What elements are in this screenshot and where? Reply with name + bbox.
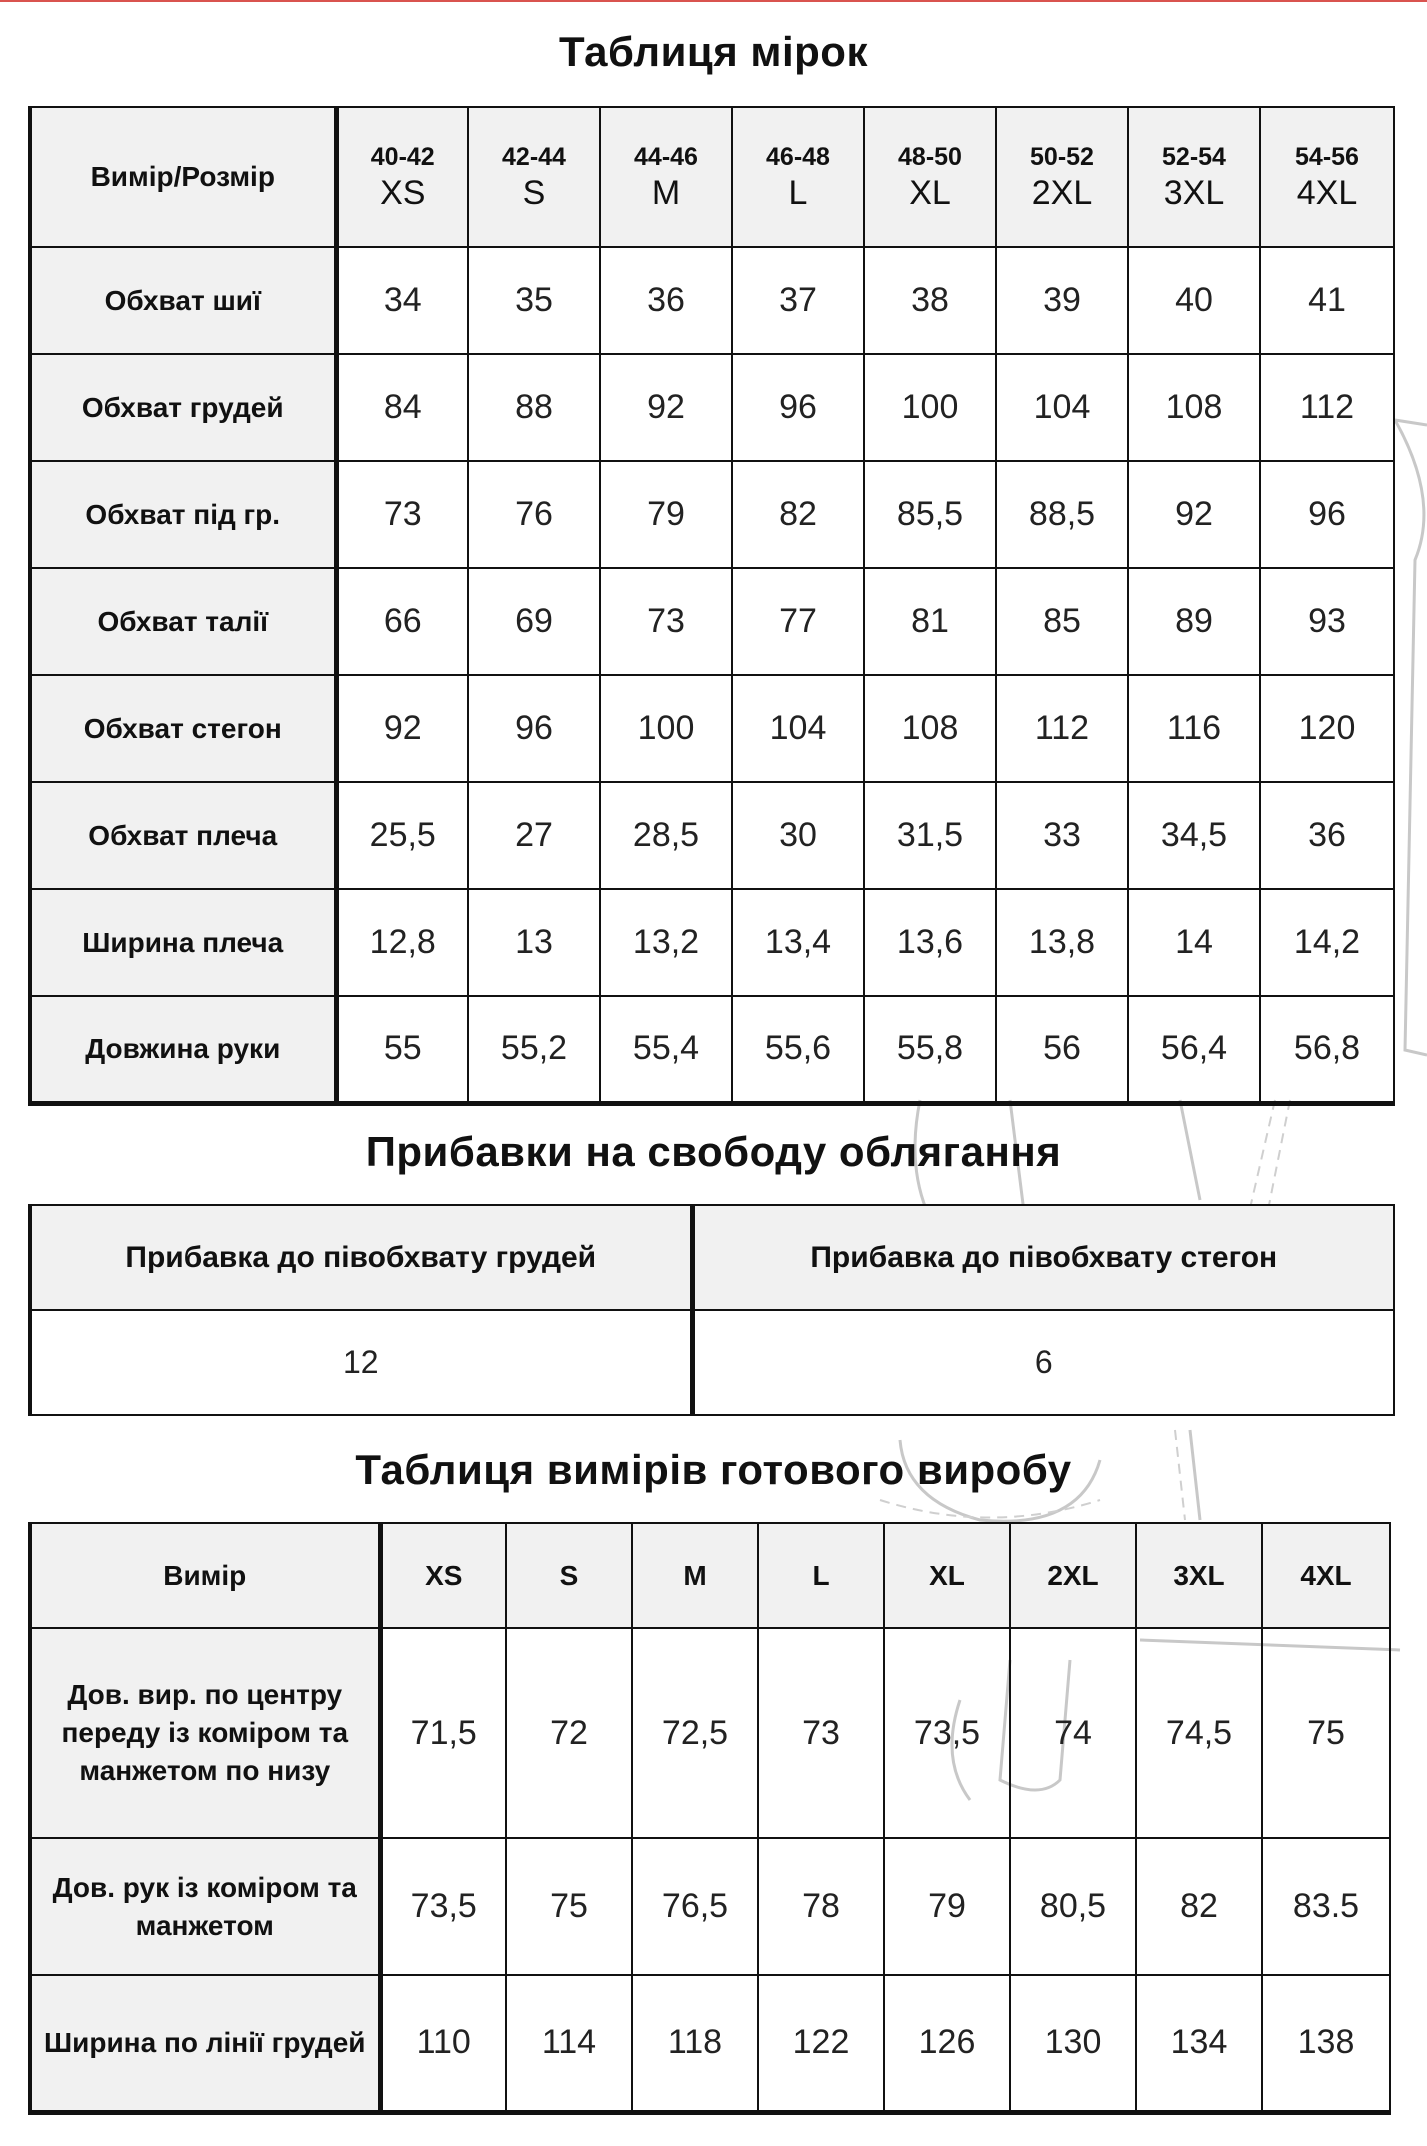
- value-cell: 114: [506, 1975, 632, 2112]
- garment-size-header: 2XL: [1010, 1523, 1136, 1628]
- row-label: Ширина плеча: [30, 889, 336, 996]
- value-cell: 116: [1128, 675, 1260, 782]
- garment-size-header: L: [758, 1523, 884, 1628]
- row-label: Дов. рук із коміром та манжетом: [30, 1838, 380, 1975]
- value-cell: 27: [468, 782, 600, 889]
- value-cell: 112: [996, 675, 1128, 782]
- garment-row: [30, 1975, 1390, 2112]
- row-label: Довжина руки: [30, 996, 336, 1103]
- value-cell: 75: [1262, 1628, 1390, 1838]
- garment-title: Таблиця вимірів готового виробу: [355, 1446, 1072, 1493]
- value-cell: 73: [758, 1628, 884, 1838]
- value-cell: 71,5: [380, 1628, 506, 1838]
- measurement-row: [30, 675, 1394, 782]
- garment-size-header: 4XL: [1262, 1523, 1390, 1628]
- value-cell: 34: [336, 247, 468, 354]
- value-cell: 81: [864, 568, 996, 675]
- measurement-row: [30, 354, 1394, 461]
- value-cell: 55,8: [864, 996, 996, 1103]
- value-cell: 34,5: [1128, 782, 1260, 889]
- value-cell: 40: [1128, 247, 1260, 354]
- value-cell: 33: [996, 782, 1128, 889]
- value-cell: 73,5: [380, 1838, 506, 1975]
- value-cell: 104: [732, 675, 864, 782]
- value-cell: 13: [468, 889, 600, 996]
- garment-table: [28, 1522, 1391, 2115]
- ease-header-chest: Прибавка до півобхвату грудей: [30, 1205, 692, 1310]
- size-header-row: [30, 107, 1394, 247]
- value-cell: 84: [336, 354, 468, 461]
- value-cell: 126: [884, 1975, 1010, 2112]
- garment-size-header: M: [632, 1523, 758, 1628]
- garment-row: [30, 1628, 1390, 1838]
- row-label: Дов. вир. по центру переду із коміром та манжетом по низу: [30, 1628, 380, 1838]
- value-cell: 55,4: [600, 996, 732, 1103]
- row-label: Обхват шиї: [30, 247, 336, 354]
- value-cell: 37: [732, 247, 864, 354]
- value-cell: 100: [864, 354, 996, 461]
- value-cell: 14,2: [1260, 889, 1394, 996]
- value-cell: 120: [1260, 675, 1394, 782]
- size-header: 54-56 4XL: [1260, 107, 1394, 247]
- ease-table: [28, 1204, 1395, 1416]
- value-cell: 73: [600, 568, 732, 675]
- value-cell: 55,6: [732, 996, 864, 1103]
- value-cell: 96: [1260, 461, 1394, 568]
- value-cell: 28,5: [600, 782, 732, 889]
- value-cell: 100: [600, 675, 732, 782]
- value-cell: 108: [1128, 354, 1260, 461]
- value-cell: 12,8: [336, 889, 468, 996]
- value-cell: 55: [336, 996, 468, 1103]
- garment-corner-label: Вимір: [30, 1523, 380, 1628]
- value-cell: 82: [732, 461, 864, 568]
- garment-size-header: 3XL: [1136, 1523, 1262, 1628]
- size-header: 52-54 3XL: [1128, 107, 1260, 247]
- ease-title: Прибавки на свободу облягання: [365, 1128, 1062, 1175]
- measurement-row: [30, 461, 1394, 568]
- value-cell: 75: [506, 1838, 632, 1975]
- size-header: 46-48 L: [732, 107, 864, 247]
- garment-size-header-row: [30, 1523, 1390, 1628]
- value-cell: 35: [468, 247, 600, 354]
- corner-label: Вимір/Розмір: [30, 107, 336, 247]
- garment-size-header: XL: [884, 1523, 1010, 1628]
- value-cell: 41: [1260, 247, 1394, 354]
- value-cell: 79: [600, 461, 732, 568]
- measurements-title: Таблиця мірок: [559, 28, 868, 75]
- value-cell: 13,8: [996, 889, 1128, 996]
- value-cell: 138: [1262, 1975, 1390, 2112]
- value-cell: 89: [1128, 568, 1260, 675]
- value-cell: 79: [884, 1838, 1010, 1975]
- value-cell: 31,5: [864, 782, 996, 889]
- value-cell: 66: [336, 568, 468, 675]
- measurement-row: [30, 568, 1394, 675]
- value-cell: 76,5: [632, 1838, 758, 1975]
- value-cell: 73: [336, 461, 468, 568]
- value-cell: 78: [758, 1838, 884, 1975]
- value-cell: 72: [506, 1628, 632, 1838]
- row-label: Обхват талії: [30, 568, 336, 675]
- measurements-table: [28, 106, 1395, 1106]
- measurement-row: [30, 247, 1394, 354]
- value-cell: 88: [468, 354, 600, 461]
- value-cell: 13,4: [732, 889, 864, 996]
- value-cell: 36: [600, 247, 732, 354]
- value-cell: 56: [996, 996, 1128, 1103]
- value-cell: 80,5: [1010, 1838, 1136, 1975]
- value-cell: 92: [1128, 461, 1260, 568]
- value-cell: 93: [1260, 568, 1394, 675]
- row-label: Обхват під гр.: [30, 461, 336, 568]
- value-cell: 69: [468, 568, 600, 675]
- garment-size-header: XS: [380, 1523, 506, 1628]
- value-cell: 82: [1136, 1838, 1262, 1975]
- value-cell: 110: [380, 1975, 506, 2112]
- value-cell: 134: [1136, 1975, 1262, 2112]
- row-label: Обхват плеча: [30, 782, 336, 889]
- value-cell: 108: [864, 675, 996, 782]
- ease-header-row: [30, 1205, 1394, 1310]
- ease-header-hips: Прибавка до півобхвату стегон: [692, 1205, 1394, 1310]
- value-cell: 96: [732, 354, 864, 461]
- value-cell: 73,5: [884, 1628, 1010, 1838]
- size-header: 42-44 S: [468, 107, 600, 247]
- row-label: Обхват стегон: [30, 675, 336, 782]
- value-cell: 76: [468, 461, 600, 568]
- value-cell: 104: [996, 354, 1128, 461]
- value-cell: 36: [1260, 782, 1394, 889]
- value-cell: 14: [1128, 889, 1260, 996]
- value-cell: 56,8: [1260, 996, 1394, 1103]
- size-header: 48-50 XL: [864, 107, 996, 247]
- value-cell: 85,5: [864, 461, 996, 568]
- measurement-row: [30, 782, 1394, 889]
- value-cell: 77: [732, 568, 864, 675]
- value-cell: 74,5: [1136, 1628, 1262, 1838]
- value-cell: 13,6: [864, 889, 996, 996]
- size-header: 44-46 M: [600, 107, 732, 247]
- value-cell: 88,5: [996, 461, 1128, 568]
- value-cell: 118: [632, 1975, 758, 2112]
- ease-value-row: [30, 1310, 1394, 1415]
- measurement-row: [30, 889, 1394, 996]
- value-cell: 96: [468, 675, 600, 782]
- row-label: Обхват грудей: [30, 354, 336, 461]
- value-cell: 92: [600, 354, 732, 461]
- value-cell: 39: [996, 247, 1128, 354]
- garment-size-header: S: [506, 1523, 632, 1628]
- value-cell: 122: [758, 1975, 884, 2112]
- value-cell: 13,2: [600, 889, 732, 996]
- value-cell: 55,2: [468, 996, 600, 1103]
- value-cell: 74: [1010, 1628, 1136, 1838]
- value-cell: 72,5: [632, 1628, 758, 1838]
- value-cell: 25,5: [336, 782, 468, 889]
- ease-value-chest: 12: [30, 1310, 692, 1415]
- garment-row: [30, 1838, 1390, 1975]
- value-cell: 130: [1010, 1975, 1136, 2112]
- value-cell: 92: [336, 675, 468, 782]
- measurement-row: [30, 996, 1394, 1103]
- value-cell: 56,4: [1128, 996, 1260, 1103]
- ease-value-hips: 6: [692, 1310, 1394, 1415]
- size-header: 50-52 2XL: [996, 107, 1128, 247]
- value-cell: 30: [732, 782, 864, 889]
- value-cell: 112: [1260, 354, 1394, 461]
- value-cell: 38: [864, 247, 996, 354]
- value-cell: 83.5: [1262, 1838, 1390, 1975]
- value-cell: 85: [996, 568, 1128, 675]
- row-label: Ширина по лінії грудей: [30, 1975, 380, 2112]
- size-header: 40-42 XS: [336, 107, 468, 247]
